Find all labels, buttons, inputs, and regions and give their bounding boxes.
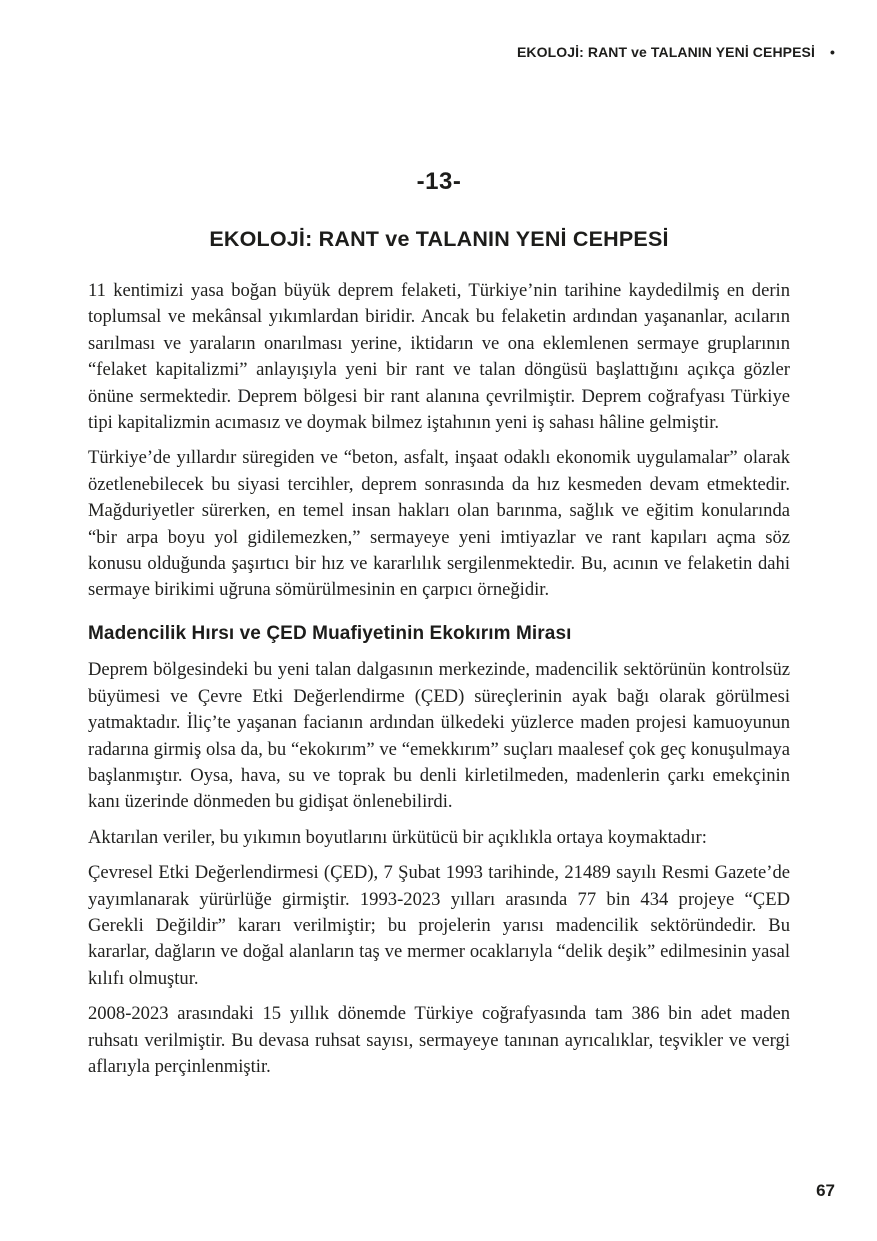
chapter-number: -13-: [416, 168, 462, 195]
section-heading: Madencilik Hırsı ve ÇED Muafiyetinin Ekokırım Mirası: [88, 622, 572, 644]
paragraph: 11 kentimizi yasa boğan büyük deprem felaketi, Türkiye’nin tarihine kaydedilmiş en derin toplumsal ve mekânsal yıkımlardan biridir. Ancak bu felaketin ardından yaşananlar, acıların sarılması ve yaraların onarılması yerine, iktidarın ve ona eklemlenen sermaye gruplarının “felaket kapitalizmi” anlayışıyla yeni bir rant ve talan döngüsü başlattığını açıkça gözler önüne sermektedir. Deprem bölgesi bir rant alanına çevrilmiştir. Deprem coğrafyası Türkiye tipi kapitalizmin acımasız ve doymak bilmez iştahının yeni iş sahası hâline gelmiştir.: [88, 280, 790, 434]
paragraph: Aktarılan veriler, bu yıkımın boyutlarını ürkütücü bir açıklıkla ortaya koymaktadır:: [88, 826, 707, 848]
page-number: 67: [816, 1181, 835, 1200]
header-bullet-icon: •: [829, 44, 835, 60]
paragraph: Türkiye’de yıllardır süregiden ve “beton, asfalt, inşaat odaklı ekonomik uygulamalar” olarak özetlenebilecek bu siyasi tercihler, deprem sonrasında da hız kesmeden devam etmektedir. Mağduriyetler sürerken, en temel insan hakları olan barınma, sağlık ve eğitim konularında “bir arpa boyu yol gidilemezken,” sermayeye yeni imtiyazlar ve rant kapıları açma söz konusu olduğunda şaşırtıcı bir hız ve kararlılık sergilenmektedir. Bu, acının ve felaketin dahi sermaye birikimi uğruna sömürülmesinin en çarpıcı örneğidir.: [88, 447, 790, 601]
body-text: [88, 278, 790, 1080]
paragraph: 2008-2023 arasındaki 15 yıllık dönemde Türkiye coğrafyasında tam 386 bin adet maden ruhsatı verilmiştir. Bu devasa ruhsat sayısı, sermayeye tanınan ayrıcalıklar, teşvikler ve vergi aflarıyla perçinlenmiştir.: [88, 1003, 790, 1077]
running-header: [517, 44, 835, 60]
paragraph: Deprem bölgesindeki bu yeni talan dalgasının merkezinde, madencilik sektörünün kontrolsüz büyümesi ve Çevre Etki Değerlendirme (ÇED) süreçlerinin ayak bağı olarak görülmesi yatmaktadır. İliç’te yaşanan facianın ardından ülkedeki yüzlerce maden projesi kamuoyunun radarına girmiş olsa da, bu “ekokırım” ve “emekkırım” suçları maalesef çok geç konuşulmaya başlanmıştır. Oysa, hava, su ve toprak bu denli kirletilmeden, madenlerin çarkı emekçinin kanı üzerinde dönmeden bu gidişat önlenebilirdi.: [88, 659, 790, 813]
paragraph: Çevresel Etki Değerlendirmesi (ÇED), 7 Şubat 1993 tarihinde, 21489 sayılı Resmi Gazete’de yayımlanarak yürürlüğe girmiştir. 1993-2023 yılları arasında 77 bin 434 projeye “ÇED Gerekli Değildir” kararı verilmiştir; bu projelerin yarısı madencilik sektöründedir. Bu kararlar, dağların ve doğal alanların taş ve mermer ocaklarıyla “delik deşik” edilmesinin yasal kılıfı olmuştur.: [88, 862, 790, 989]
page-content: [88, 168, 790, 1089]
running-header-title: EKOLOJİ: RANT ve TALANIN YENİ CEHPESİ: [516, 44, 815, 60]
page-title: EKOLOJİ: RANT ve TALANIN YENİ CEHPESİ: [209, 227, 669, 251]
